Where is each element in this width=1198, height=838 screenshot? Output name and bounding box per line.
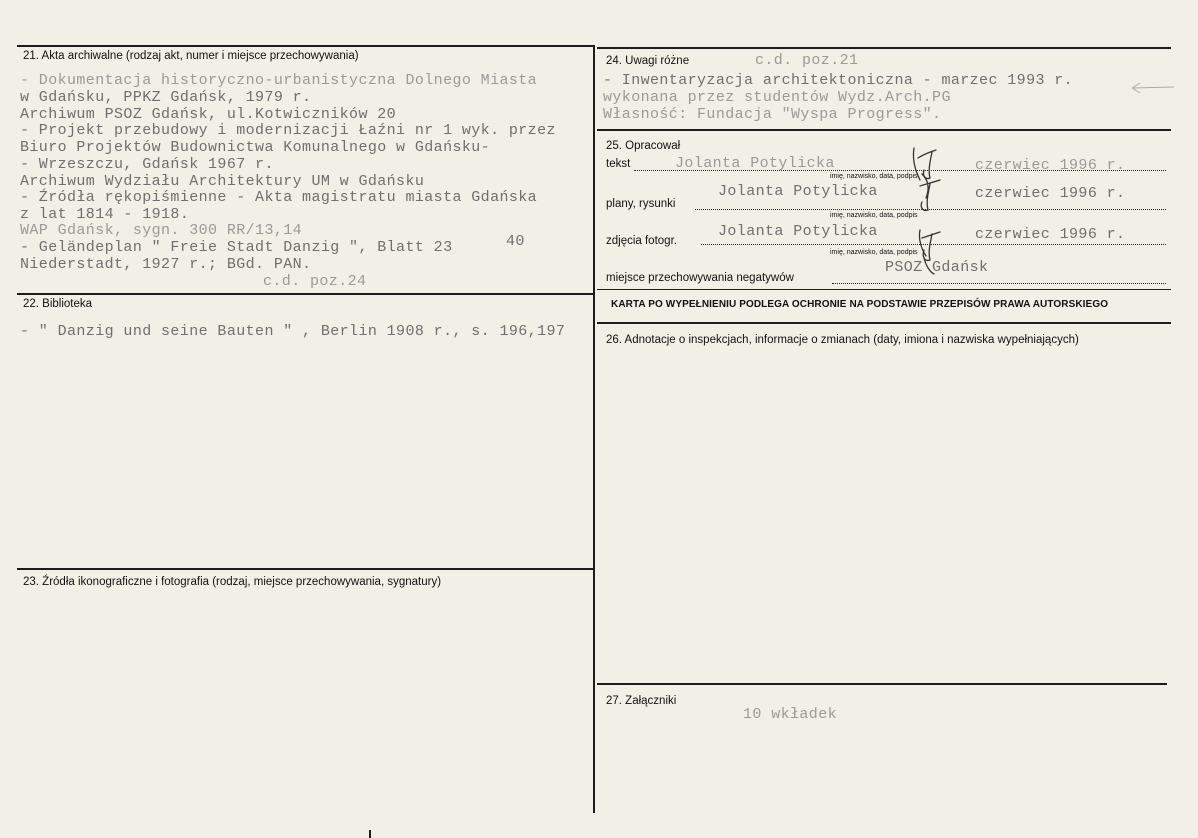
s21-line-12: Niederstadt, 1927 r.; BGd. PAN. [20, 256, 312, 273]
margin-arrow-mark [1128, 78, 1178, 98]
s21-line-11: - Geländeplan " Freie Stadt Danzig ", Blatt 23 [20, 239, 453, 256]
s21-line-8: - Źródła rękopiśmienne - Akta magistratu miasta Gdańska [20, 189, 538, 206]
rule-21-22 [17, 293, 595, 295]
s21-margin-note: 40 [506, 233, 525, 250]
opracowal-date-zdjecia: czerwiec 1996 r. [975, 226, 1126, 243]
s21-line-5: Biuro Projektów Budownictwa Komunalnego w Gdańsku- [20, 139, 491, 156]
s22-line-clip [20, 323, 592, 345]
opracowal-label-tekst: tekst [606, 158, 631, 170]
s21-line-10: WAP Gdańsk, sygn. 300 RR/13,14 [20, 222, 303, 239]
s21-line-6: - Wrzeszczu, Gdańsk 1967 r. [20, 156, 274, 173]
column-divider [593, 45, 595, 813]
top-rule-right [597, 47, 1171, 49]
s21-line-9: z lat 1814 - 1918. [20, 206, 190, 223]
negatives-dots [832, 283, 1166, 284]
handwritten-signatures [900, 140, 960, 280]
rule-24-25 [597, 129, 1171, 131]
s24-continuation: c.d. poz.21 [755, 52, 859, 69]
s21-line-7: Archiwum Wydziału Architektury UM w Gdańsku [20, 173, 425, 190]
opracowal-date-plany: czerwiec 1996 r. [975, 185, 1126, 202]
negatives-value: PSOZ Gdańsk [885, 259, 989, 276]
s21-line-3: Archiwum PSOZ Gdańsk, ul.Kotwiczników 20 [20, 106, 397, 123]
s27-value: 10 wkładek [743, 706, 838, 723]
opracowal-name-zdjecia: Jolanta Potylicka [718, 223, 878, 240]
section-23-heading: 23. Źródła ikonograficzne i fotografia (rodzaj, miejsce przechowywania, sygnatury) [23, 576, 442, 588]
s24-line-3: Własność: Fundacja "Wyspa Progress". [603, 106, 942, 123]
opracowal-date-tekst: czerwiec 1996 r. [975, 157, 1126, 174]
negatives-label: miejsce przechowywania negatywów [606, 272, 794, 284]
opracowal-caption-tekst: imię, nazwisko, data, podpis [830, 173, 918, 180]
section-25-heading: 25. Opracował [606, 140, 681, 152]
top-rule-left [17, 45, 595, 47]
s21-continuation: c.d. poz.24 [263, 273, 367, 290]
section-26-heading: 26. Adnotacje o inspekcjach, informacje o zmianach (daty, imiona i nazwiska wypełniających) [606, 334, 1079, 346]
s24-line-1: - Inwentaryzacja architektoniczna - marzec 1993 r. [603, 72, 1074, 89]
s22-line-1: - " Danzig und seine Bauten " , Berlin 1908 r., s. 196,197 [20, 323, 566, 340]
opracowal-name-plany: Jolanta Potylicka [718, 183, 878, 200]
rule-22-23 [17, 568, 595, 570]
copyright-notice: KARTA PO WYPEŁNIENIU PODLEGA OCHRONIE NA PODSTAWIE PRZEPISÓW PRAWA AUTORSKIEGO [611, 299, 1109, 310]
section-22-heading: 22. Biblioteka [23, 298, 93, 310]
section-24-heading: 24. Uwagi różne [606, 55, 690, 67]
rule-26-27 [597, 683, 1167, 685]
s21-line-4: - Projekt przebudowy i modernizacji Łaźni nr 1 wyk. przez [20, 122, 556, 139]
rule-25-26 [597, 322, 1171, 324]
opracowal-caption-zdjecia: imię, nazwisko, data, podpis [830, 249, 918, 256]
s24-line-2: wykonana przez studentów Wydz.Arch.PG [603, 89, 951, 106]
section-21-heading: 21. Akta archiwalne (rodzaj akt, numer i miejsce przechowywania) [23, 50, 359, 62]
section-27-heading: 27. Załączniki [606, 695, 677, 707]
opracowal-caption-plany: imię, nazwisko, data, podpis [830, 212, 918, 219]
opracowal-name-tekst: Jolanta Potylicka [675, 155, 835, 172]
bottom-tick [369, 830, 371, 838]
s21-line-2: w Gdańsku, PPKZ Gdańsk, 1979 r. [20, 89, 312, 106]
opracowal-label-zdjecia: zdjęcia fotogr. [606, 235, 677, 247]
opracowal-label-plany: plany, rysunki [606, 198, 676, 210]
s21-line-1: - Dokumentacja historyczno-urbanistyczna Dolnego Miasta [20, 72, 538, 89]
rule-copyright-top [597, 289, 1171, 290]
